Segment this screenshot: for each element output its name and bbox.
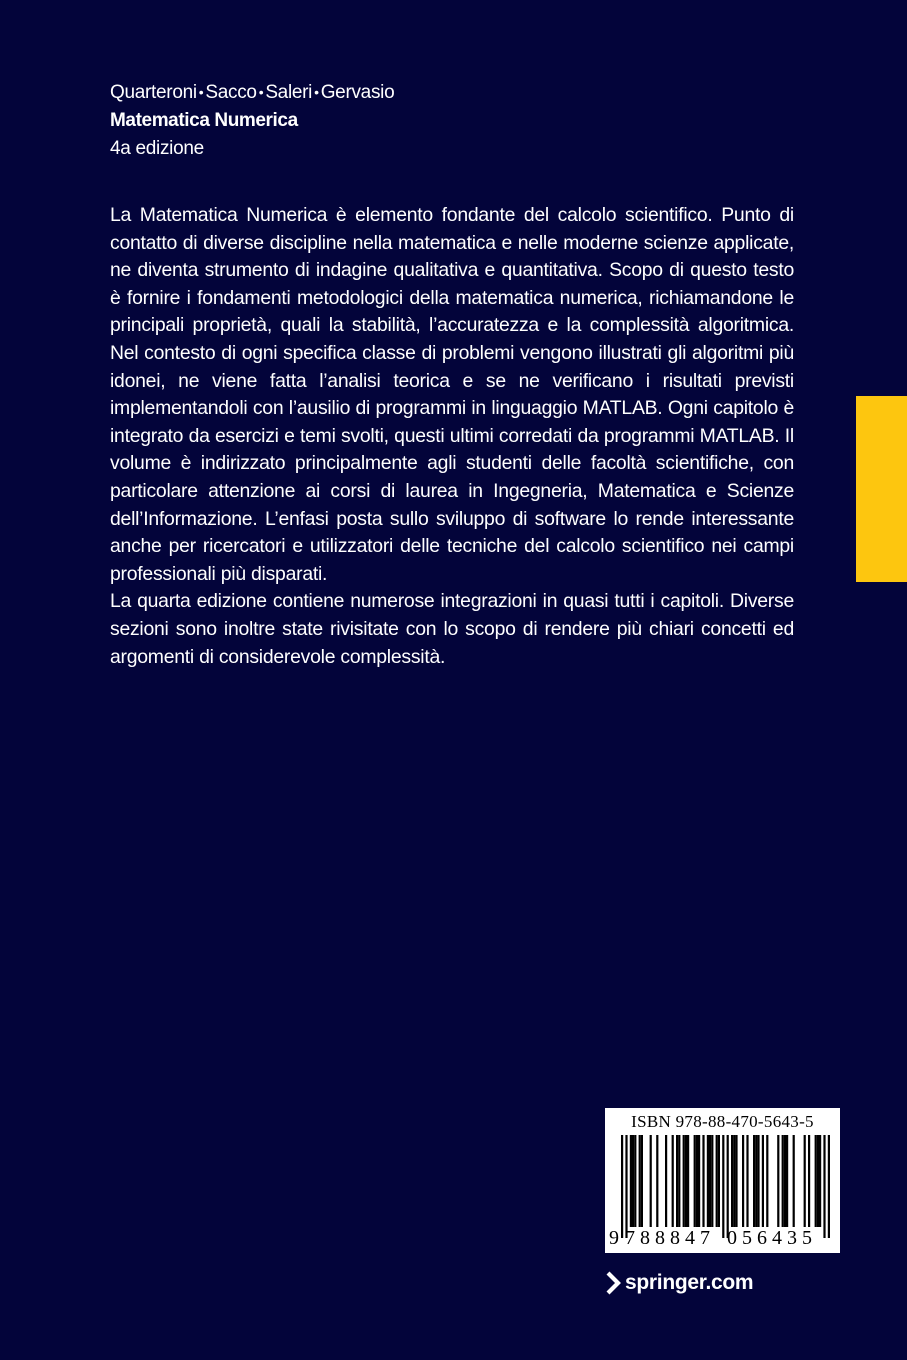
description-paragraph: La quarta edizione contiene numerose integrazioni in quasi tutti i capitoli. Diverse sezioni sono inoltre state rivisitate con lo scopo di rendere più chiari concetti ed argomenti di considerevole complessità.: [110, 590, 794, 668]
authors-line: [110, 78, 710, 107]
barcode-bar: [694, 1135, 696, 1227]
barcode-bar: [718, 1135, 720, 1227]
publisher-link[interactable]: [606, 1266, 753, 1300]
book-description: [110, 202, 794, 671]
barcode-bar: [711, 1135, 713, 1227]
barcode-bar: [733, 1135, 735, 1227]
isbn-barcode: [605, 1108, 840, 1253]
barcode-bar: [702, 1135, 704, 1227]
ean-first-digit: 9: [609, 1227, 619, 1249]
barcode-bar: [698, 1135, 700, 1227]
barcode-bar: [757, 1135, 759, 1227]
barcode-bar: [762, 1135, 764, 1227]
barcode-bar: [696, 1135, 698, 1227]
author-name: Sacco: [205, 82, 257, 103]
barcode-bar: [639, 1135, 641, 1227]
author-separator: •: [314, 84, 319, 100]
book-title: Matematica Numerica: [110, 110, 298, 131]
author-separator: •: [258, 84, 264, 100]
barcode-guard-bar: [722, 1135, 724, 1238]
ean-right-group: 056435: [727, 1227, 817, 1249]
barcode-bar: [650, 1135, 652, 1227]
chevron-right-icon: [606, 1271, 622, 1295]
barcode-guard-bar: [727, 1135, 729, 1238]
isbn-label: ISBN 978-88-470-5643-5: [631, 1112, 814, 1131]
barcode-guard-bar: [621, 1135, 623, 1238]
barcode-bar: [672, 1135, 674, 1227]
barcode-bar: [687, 1135, 689, 1227]
barcode-bar: [804, 1135, 806, 1227]
barcode-bar: [656, 1135, 658, 1227]
barcode-bar: [707, 1135, 709, 1227]
barcode-bar: [786, 1135, 788, 1227]
publisher-website: springer.com: [625, 1271, 754, 1294]
barcode-bar: [755, 1135, 757, 1227]
barcode-bar: [784, 1135, 786, 1227]
barcode-bar: [742, 1135, 744, 1227]
barcode-bar: [634, 1135, 636, 1227]
barcode-bar: [766, 1135, 768, 1227]
barcode-bar: [709, 1135, 711, 1227]
barcode-bar: [735, 1135, 737, 1227]
barcode-guard-bar: [823, 1135, 825, 1238]
ean-left-group: 788847: [625, 1227, 715, 1249]
book-edition: 4a edizione: [110, 138, 204, 159]
barcode-bar: [630, 1135, 632, 1227]
barcode-guard-bar: [625, 1135, 627, 1238]
barcode-bar: [782, 1135, 784, 1227]
barcode-bar: [716, 1135, 718, 1227]
barcode-bar: [678, 1135, 680, 1227]
barcode-bar: [817, 1135, 819, 1227]
barcode-bar: [641, 1135, 643, 1227]
barcode-bar: [731, 1135, 733, 1227]
cover-header: [110, 78, 710, 163]
barcode-bar: [808, 1135, 810, 1227]
author-name: Quarteroni: [110, 82, 197, 103]
barcode-bar: [665, 1135, 667, 1227]
author-separator: •: [198, 84, 204, 100]
barcode-guard-bar: [828, 1135, 830, 1238]
author-name: Saleri: [265, 82, 313, 103]
barcode-bar: [819, 1135, 821, 1227]
barcode-bar: [676, 1135, 678, 1227]
barcode-bar: [632, 1135, 634, 1227]
accent-color-tab: [856, 396, 907, 582]
author-name: Gervasio: [320, 82, 395, 103]
ean-digits: [605, 1226, 840, 1250]
barcode-bar: [793, 1135, 795, 1227]
description-paragraph: La Matematica Numerica è elemento fondante del calcolo scientifico. Punto di contatto di diverse discipline nella matematica e nelle moderne scienze applicate, ne diventa strumento di indagine qualitativa e quantitativa. Scopo di questo testo è fornire i fondamenti metodologici della matematica numerica, richiamandone le principali proprietà, quali la stabilità, l’accuratezza e la complessità algoritmica. Nel contesto di ogni specifica classe di problemi vengono illustrati gli algoritmi più idonei, ne viene fatta l’analisi teorica e se ne verificano i risultati previsti implementandoli con l’ausilio di programmi in linguaggio MATLAB. Ogni capitolo è integrato da esercizi e temi svolti, questi ultimi corredati da programmi MATLAB. Il volume è indirizzato principalmente agli studenti delle facoltà scientifiche, con particolare attenzione ai corsi di laurea in Ingegneria, Matematica e Scienze dell’Informazione. L’enfasi posta sullo sviluppo di software lo rende interessante anche per ricercatori e utilizzatori delle tecniche del calcolo scientifico nei campi professionali più disparati.: [110, 204, 794, 585]
barcode-bar: [815, 1135, 817, 1227]
barcode-bar: [685, 1135, 687, 1227]
barcode-bar: [777, 1135, 779, 1227]
barcode-bar: [683, 1135, 685, 1227]
barcode-bar: [753, 1135, 755, 1227]
barcode-bar: [746, 1135, 748, 1227]
